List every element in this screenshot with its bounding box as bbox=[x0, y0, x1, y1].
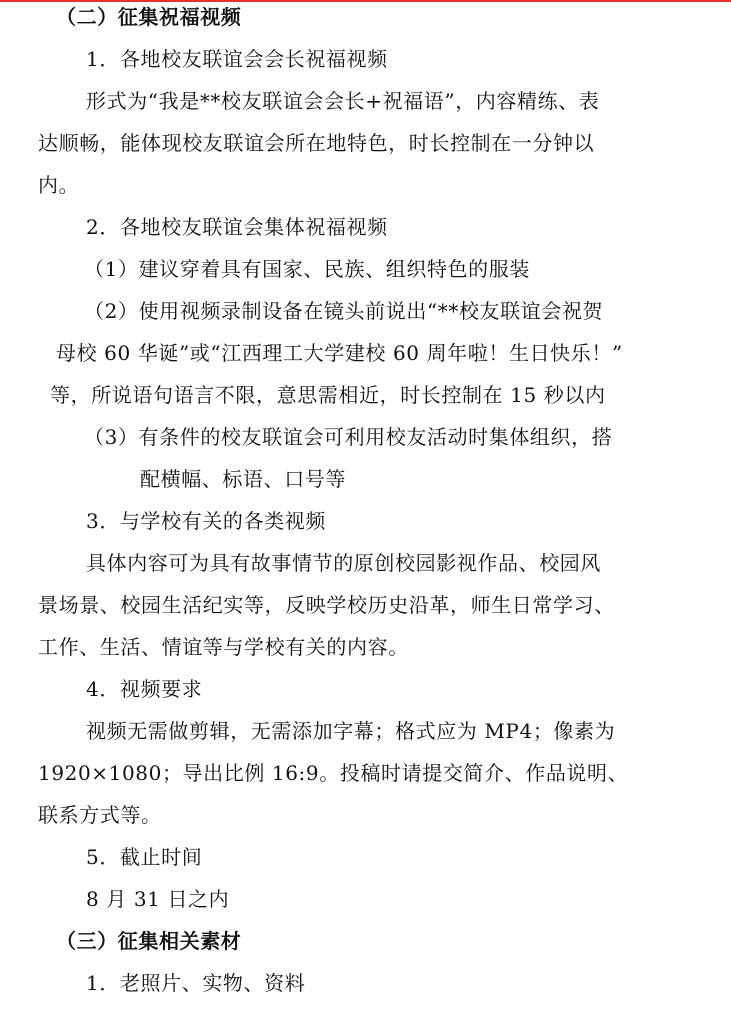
item-4-body-line: 1920×1080；导出比例 16:9。投稿时请提交简介、作品说明、 bbox=[38, 761, 629, 785]
item-1-title: 1．各地校友联谊会会长祝福视频 bbox=[86, 47, 388, 71]
item-2-sub-3-line: 配横幅、标语、口号等 bbox=[140, 467, 346, 491]
section-3-heading: （三）征集相关素材 bbox=[56, 929, 242, 953]
item-4-title: 4．视频要求 bbox=[86, 677, 203, 701]
item-2-sub-1: （1）建议穿着具有国家、民族、组织特色的服装 bbox=[84, 257, 530, 281]
item-2-sub-3-line: （3）有条件的校友联谊会可利用校友活动时集体组织，搭 bbox=[84, 425, 613, 449]
item-3-body-line: 具体内容可为具有故事情节的原创校园影视作品、校园风 bbox=[86, 551, 601, 575]
item-2-title: 2．各地校友联谊会集体祝福视频 bbox=[86, 215, 388, 239]
item-2-sub-2-line: 母校 60 华诞”或“江西理工大学建校 60 周年啦！生日快乐！” bbox=[56, 341, 623, 365]
item-3-title: 3．与学校有关的各类视频 bbox=[86, 509, 326, 533]
item-5-body: 8 月 31 日之内 bbox=[86, 887, 230, 911]
item-1-body-line: 达顺畅，能体现校友联谊会所在地特色，时长控制在一分钟以 bbox=[38, 131, 595, 155]
item-3-body-line: 景场景、校园生活纪实等，反映学校历史沿革，师生日常学习、 bbox=[38, 593, 615, 617]
item-4-body-line: 视频无需做剪辑，无需添加字幕；格式应为 MP4；像素为 bbox=[86, 719, 616, 743]
section-3-item-1-title: 1．老照片、实物、资料 bbox=[86, 971, 306, 995]
item-2-sub-2-line: （2）使用视频录制设备在镜头前说出“**校友联谊会祝贺 bbox=[84, 299, 604, 323]
document-body bbox=[38, 0, 703, 1004]
item-2-sub-2-line: 等，所说语句语言不限，意思需相近，时长控制在 15 秒以内 bbox=[50, 383, 606, 407]
item-1-body-line: 形式为“我是**校友联谊会会长+祝福语”，内容精练、表 bbox=[86, 89, 600, 113]
item-4-body-line: 联系方式等。 bbox=[38, 803, 162, 827]
item-3-body-line: 工作、生活、情谊等与学校有关的内容。 bbox=[38, 635, 409, 659]
item-1-body-line: 内。 bbox=[38, 173, 80, 197]
item-5-title: 5．截止时间 bbox=[86, 845, 203, 869]
section-2-heading: （二）征集祝福视频 bbox=[56, 5, 242, 29]
